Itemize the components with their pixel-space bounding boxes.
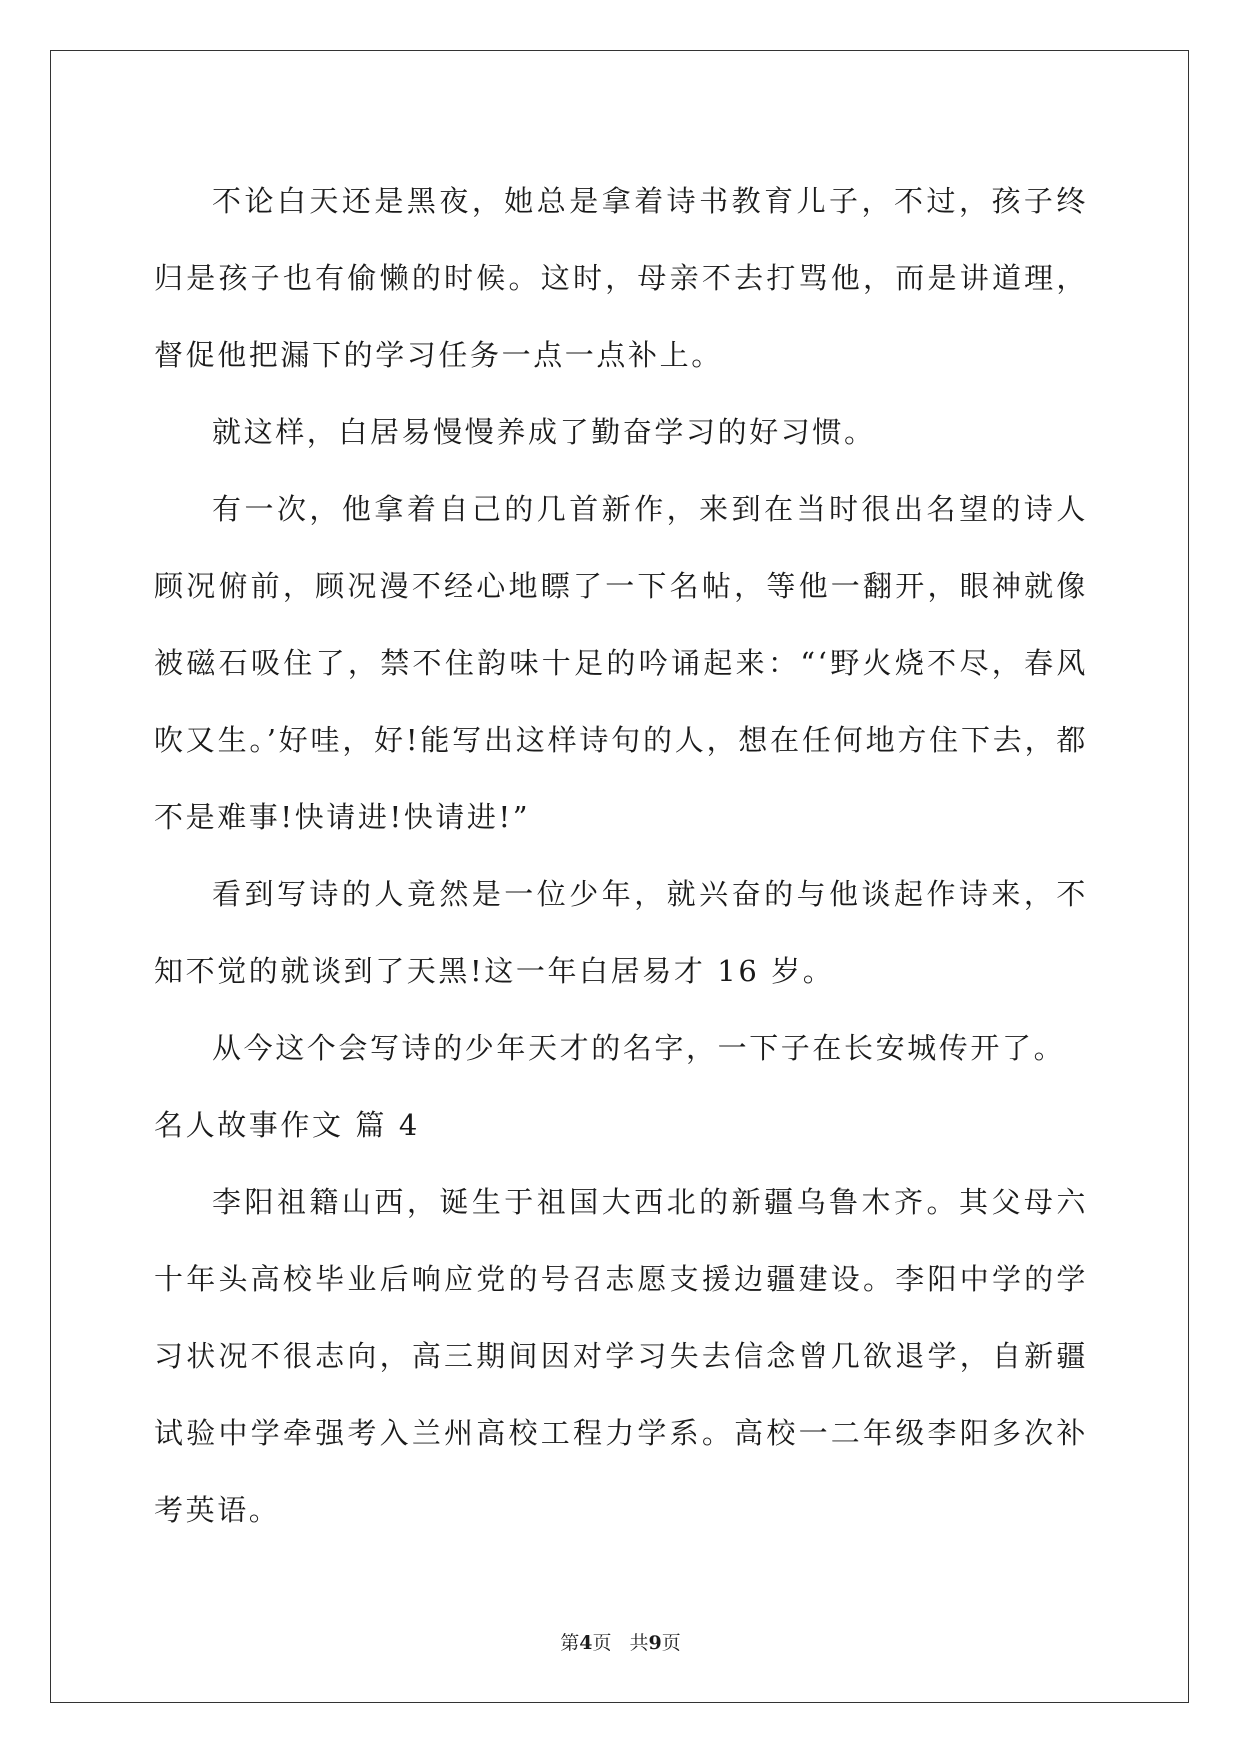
page-suffix: 页 (592, 1632, 612, 1654)
page-prefix: 第 (560, 1632, 580, 1654)
current-page-number: 4 (579, 1632, 593, 1654)
total-pages-number: 9 (648, 1632, 662, 1654)
paragraph-3: 有一次，他拿着自己的几首新作，来到在当时很出名望的诗人顾况俯前，顾况漫不经心地瞟了一下名帖，等他一翻开，眼神就像被磁石吸住了，禁不住韵味十足的吟诵起来：“‘野火烧不尽，春风吹又生。’好哇，好!能写出这样诗句的人，想在任何地方住下去，都不是难事!快请进!快请进!” (154, 492, 1088, 834)
paragraph-2: 就这样，白居易慢慢养成了勤奋学习的好习惯。 (212, 415, 876, 449)
paragraph-1: 不论白天还是黑夜，她总是拿着诗书教育儿子，不过，孩子终归是孩子也有偷懒的时候。这时，母亲不去打骂他，而是讲道理，督促他把漏下的学习任务一点一点补上。 (154, 184, 1088, 372)
section-paragraph-1: 李阳祖籍山西，诞生于祖国大西北的新疆乌鲁木齐。其父母六十年头高校毕业后响应党的号召志愿支援边疆建设。李阳中学的学习状况不很志向，高三期间因对学习失去信念曾几欲退学，自新疆试验中学牵强考入兰州高校工程力学系。高校一二年级李阳多次补考英语。 (154, 1185, 1088, 1527)
total-prefix: 共 (629, 1632, 649, 1654)
total-suffix: 页 (661, 1632, 681, 1654)
document-body (154, 163, 1088, 1549)
page-footer (0, 1628, 1241, 1655)
section-heading: 名人故事作文 篇 4 (154, 1108, 420, 1142)
paragraph-5: 从今这个会写诗的少年天才的名字，一下子在长安城传开了。 (212, 1031, 1066, 1065)
paragraph-4: 看到写诗的人竟然是一位少年，就兴奋的与他谈起作诗来，不知不觉的就谈到了天黑!这一年白居易才 16 岁。 (154, 877, 1088, 988)
